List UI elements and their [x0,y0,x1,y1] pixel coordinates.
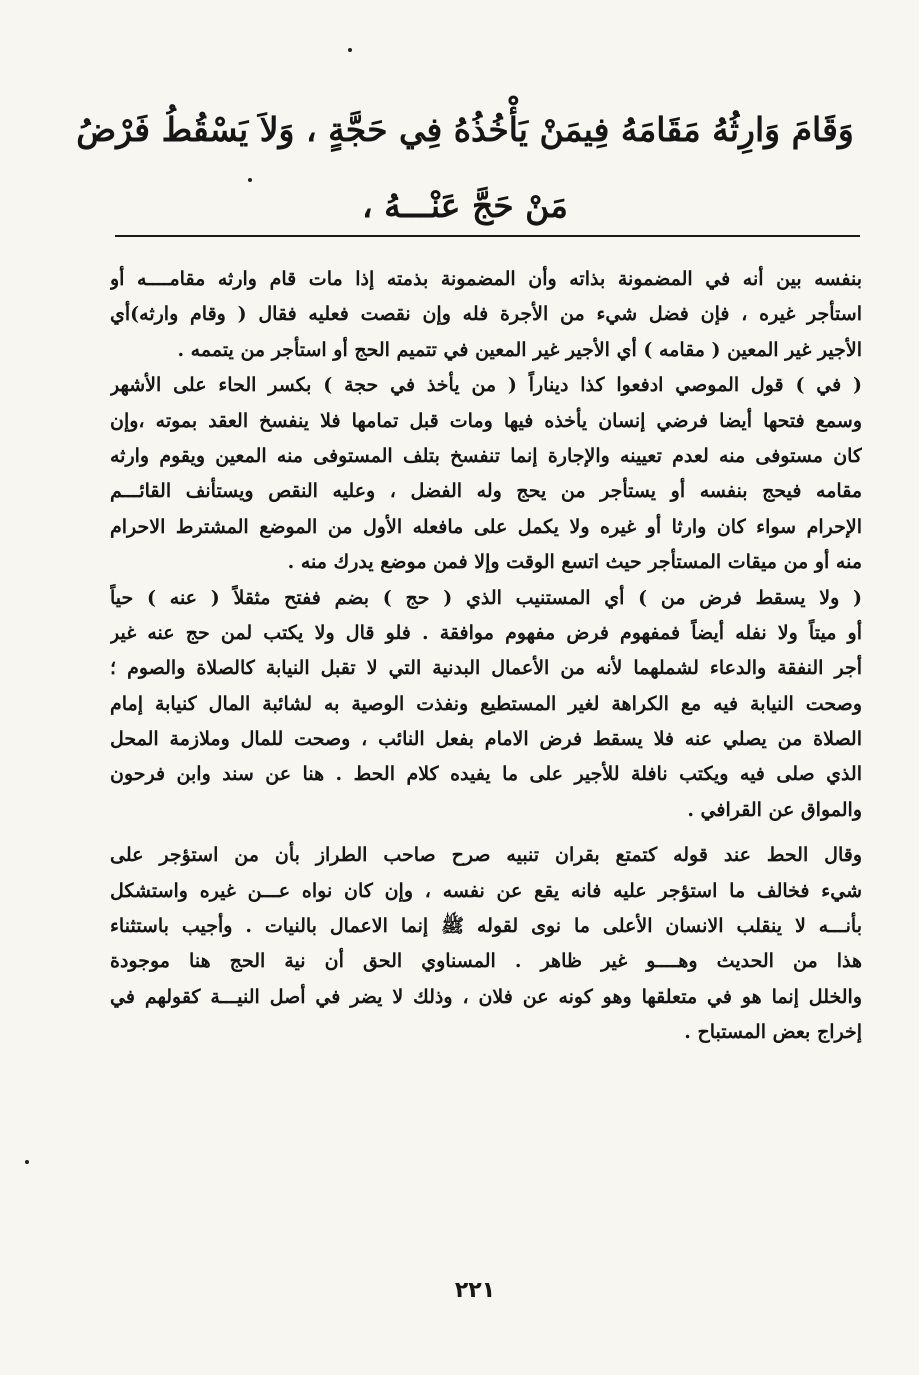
text-line: شيء فخالف ما استؤجر عليه فانه يقع عن نفسه ، وإن كان نواه عـــن غيره واستشكل [110,879,862,902]
scan-speck [25,1160,29,1164]
text-line: والخلل إنما هو في متعلقها وهو كونه عن فلان ، وذلك لا يضر في أصل النيـــة كقولهم في [110,985,862,1008]
text-line: إخراج بعض المستباح . [684,1021,862,1044]
text-line: الأجير غير المعين ( مقامه ) أي الأجير غير المعين في تتميم الحج أو استأجر من يتممه . [177,338,862,361]
scan-speck [348,48,352,52]
heading-divider [115,235,860,237]
text-line: منه أو من ميقات المستأجر حيث اتسع الوقت وإلا فمن موضع يدرك منه . [287,551,862,574]
text-line: الصلاة من يصلي عنه فلا يسقط فرض الامام بفعل النائب ، وصحت للمال وملازمة المحل [110,728,862,751]
text-line: كان مستوفى منه لعدم تعيينه والإجارة إنما تنفسخ بتلف المستوفى منه المعين ويقوم وارثه [110,444,862,467]
text-line: وسمع فتحها أيضا فرضي إنسان يأخذه فيها ومات قبل تمامها فلا ينفسخ العقد بموته ،وإن [110,409,862,432]
text-line: بنفسه بين أنه في المضمونة بذاته وأن المضمونة بذمته إذا مات قام وارثه مقامــــه أو [110,268,862,290]
text-line: أجر النفقة والدعاء لشملهما لأنه من الأعمال البدنية التي لا تقبل النيابة كالصلاة والصوم ؛ [110,657,862,680]
scan-speck [248,178,252,182]
text-line: والمواق عن القرافي . [687,798,862,821]
text-line: هذا من الحديث وهــــو غير ظاهر . المسناوي الحق أن نية الحج هنا موجودة [110,950,862,973]
page-number: ٢٢١ [454,1278,496,1303]
text-line: أو ميتاً ولا نفله أيضاً فمفهوم فرض مفهوم موافقة . فلو قال ولا يكتب لمن حج عنه غير [110,621,862,644]
text-line: ( ولا يسقط فرض من ) أي المستنيب الذي ( حج ) بضم ففتح مثقلاً ( عنه ) حياً [110,586,862,609]
text-line: الذي صلى فيه ويكتب نافلة للأجير على ما يفيده كلام الحط . هنا عن سند وابن فرحون [110,763,862,786]
matn-line: وَقَامَ وَارِثُهُ مَقَامَهُ فِيمَنْ يَأْخُذُهُ فِي حَجَّةٍ ، وَلاَ يَسْقُطُ فَرْضُ [76,110,854,149]
matn-line: مَنْ حَجَّ عَنْـــهُ ، [362,186,568,225]
matn-heading [70,92,860,244]
text-line: استأجر غيره ، فإن فضل شيء من الأجرة فله وإن نقصت فعليه فقال ( وقام وارثه)أي [110,303,862,326]
text-line: بأنـــه لا ينقلب الانسان الأعلى ما نوى لقوله ﷺ إنما الاعمال بالنيات . وأجيب باستثناء [110,915,862,938]
text-line: مقامه فيحج بنفسه أو يستأجر من يحج وله الفضل ، وعليه النقص ويستأنف القائـــم [110,480,862,503]
text-line: وصحت النيابة فيه مع الكراهة لغير المستطيع ونفذت الوصية به لشائبة المال كنيابة إمام [110,692,862,715]
text-line: الإحرام سواء كان وارثا أو غيره ولا يكمل على مافعله الأول من الموضع المشترط الاحرام [110,515,862,538]
text-line: ( في ) قول الموصي ادفعوا كذا ديناراً ( من يأخذ في حجة ) بكسر الحاء على الأشهر [110,374,862,397]
commentary-text [110,262,862,1051]
text-line: وقال الحط عند قوله كتمتع بقران تنبيه صرح صاحب الطراز بأن من استؤجر على [110,844,862,867]
